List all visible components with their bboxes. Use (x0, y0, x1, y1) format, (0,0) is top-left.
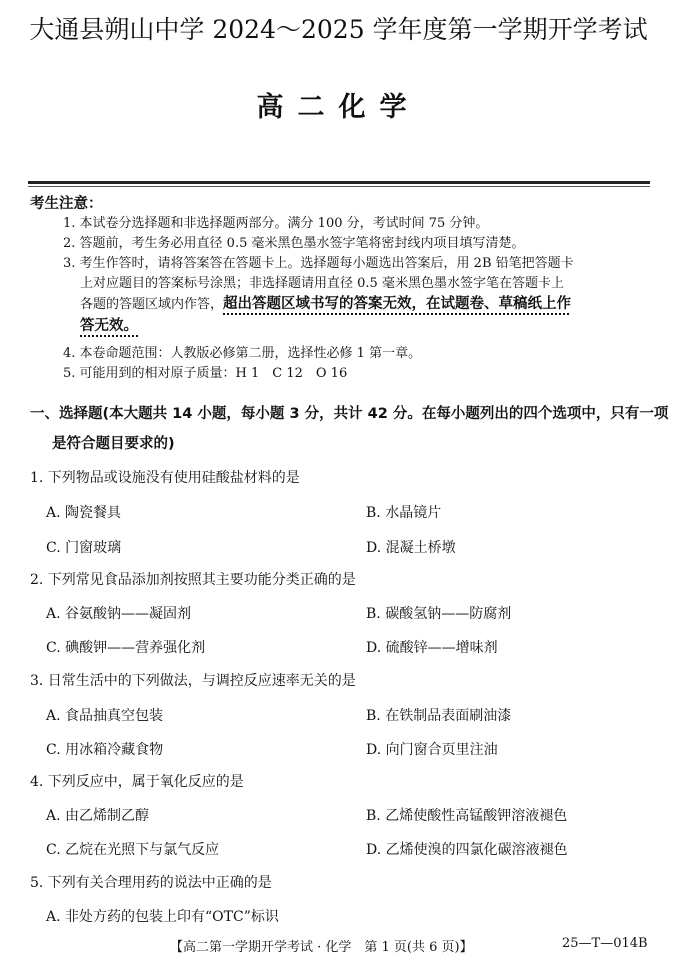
notice-item-1: 1. 本试卷分选择题和非选择题两部分。满分 100 分，考试时间 75 分钟。 (63, 216, 489, 231)
question-1-option-d: D. 混凝土桥墩 (366, 540, 456, 556)
question-3-stem: 3. 日常生活中的下列做法，与调控反应速率无关的是 (30, 673, 356, 689)
notice-item-4: 4. 本卷命题范围：人教版必修第二册，选择性必修 1 第一章。 (63, 346, 422, 361)
question-4-stem: 4. 下列反应中，属于氧化反应的是 (30, 774, 244, 790)
notice-item-3-line-3-text: 各题的答题区域内作答， (80, 297, 224, 312)
notice-item-3-line-3 (80, 292, 571, 313)
notice-item-3-line-2: 上对应题目的答案标号涂黑；非选择题请用直径 0.5 毫米黑色墨水签字笔在答题卡上 (80, 276, 564, 291)
header-rule-thin (28, 186, 650, 187)
question-2-option-c: C. 碘酸钾——营养强化剂 (46, 640, 206, 656)
notice-item-3: 3. 考生作答时，请将答案答在答题卡上。选择题每小题选出答案后，用 2B 铅笔把答题卡 (63, 256, 574, 271)
notice-item-3-emphasis-end: 答无效。 (80, 318, 138, 334)
section-heading: 一、选择题(本大题共 14 小题，每小题 3 分，共计 42 分。在每小题列出的四个选项中，只有一项 (30, 406, 669, 422)
question-5-option-a: A. 非处方药的包装上印有“OTC”标识 (46, 909, 279, 925)
question-3-option-d: D. 向门窗合页里注油 (366, 742, 498, 758)
notice-item-5: 5. 可能用到的相对原子质量：H 1 C 12 O 16 (63, 366, 348, 381)
page-footer: 【高二第一学期开学考试 · 化学 第 1 页(共 6 页)】 (170, 940, 473, 955)
question-4-option-c: C. 乙烷在光照下与氯气反应 (46, 842, 220, 858)
exam-code: 25—T—014B (562, 936, 648, 951)
question-2-stem: 2. 下列常见食品添加剂按照其主要功能分类正确的是 (30, 572, 356, 588)
question-4-option-b: B. 乙烯使酸性高锰酸钾溶液褪色 (366, 808, 568, 824)
question-4-option-a: A. 由乙烯制乙醇 (46, 808, 150, 824)
question-2-option-a: A. 谷氨酸钠——凝固剂 (46, 606, 192, 622)
question-1-option-b: B. 水晶镜片 (366, 505, 442, 521)
section-heading-line-2: 是符合题目要求的) (52, 436, 175, 452)
question-5-stem: 5. 下列有关合理用药的说法中正确的是 (30, 875, 272, 891)
subject-title: 高二化学 (256, 92, 421, 123)
question-4-option-d: D. 乙烯使溴的四氯化碳溶液褪色 (366, 842, 568, 858)
question-1-option-c: C. 门窗玻璃 (46, 540, 122, 556)
question-3-option-c: C. 用冰箱冷藏食物 (46, 742, 164, 758)
question-3-option-a: A. 食品抽真空包装 (46, 708, 164, 724)
question-1-stem: 1. 下列物品或设施没有使用硅酸盐材料的是 (30, 470, 300, 486)
school-title: 大通县朔山中学 2024～2025 学年度第一学期开学考试 (29, 15, 648, 44)
header-rule-thick (28, 181, 650, 184)
notice-item-2: 2. 答题前，考生务必用直径 0.5 毫米黑色墨水签字笔将密封线内项目填写清楚。 (63, 236, 525, 251)
question-3-option-b: B. 在铁制品表面刷油漆 (366, 708, 512, 724)
question-1-option-a: A. 陶瓷餐具 (46, 505, 122, 521)
question-2-option-b: B. 碳酸氢钠——防腐剂 (366, 606, 512, 622)
notice-heading: 考生注意： (30, 196, 103, 212)
question-2-option-d: D. 硫酸锌——增味剂 (366, 640, 498, 656)
notice-item-3-emphasis: 超出答题区域书写的答案无效，在试题卷、草稿纸上作 (223, 296, 572, 312)
